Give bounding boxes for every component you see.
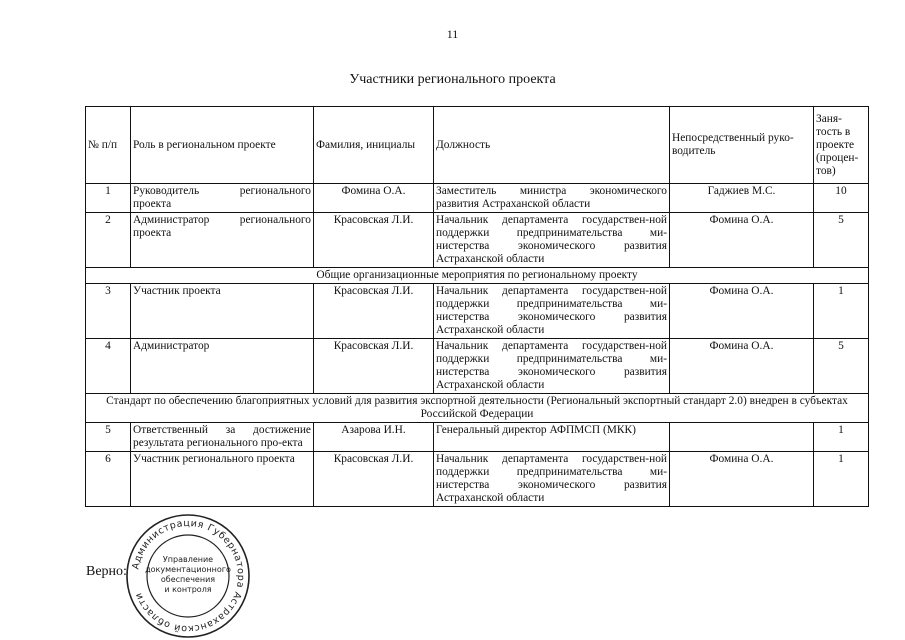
section-row	[86, 394, 869, 423]
participants-table	[85, 106, 869, 507]
col-header-name: Фамилия, инициалы	[314, 107, 434, 184]
table-row	[86, 452, 869, 507]
cell-supervisor: Фомина О.А.	[670, 452, 814, 507]
stamp-line: Управление	[162, 555, 214, 564]
stamp-graphic	[124, 512, 252, 640]
cell-num: 3	[86, 284, 131, 339]
stamp-outer-text: Администрация Губернатора Астраханской области	[130, 517, 247, 635]
cell-position: Заместитель министра экономического развития Астраханской области	[434, 184, 670, 213]
cell-name: Красовская Л.И.	[314, 284, 434, 339]
table-row	[86, 184, 869, 213]
table-header-row	[86, 107, 869, 184]
cell-load: 5	[814, 339, 869, 394]
cell-role: Руководитель регионального проекта	[131, 184, 314, 213]
section-row	[86, 268, 869, 284]
cell-role: Участник проекта	[131, 284, 314, 339]
cell-position: Начальник департамента государствен-ной поддержки предпринимательства ми-нистерства экономического развития Астраханской области	[434, 213, 670, 268]
col-header-num: № п/п	[86, 107, 131, 184]
page-number: 11	[446, 27, 459, 41]
section-heading-general: Общие организационные мероприятия по региональному проекту	[86, 268, 869, 284]
table-row	[86, 339, 869, 394]
col-header-role: Роль в региональном проекте	[131, 107, 314, 184]
col-header-supervisor: Непосредственный руко-водитель	[670, 107, 814, 184]
cell-load: 5	[814, 213, 869, 268]
cell-supervisor: Фомина О.А.	[670, 339, 814, 394]
cell-load: 1	[814, 452, 869, 507]
cell-load: 10	[814, 184, 869, 213]
cell-role: Ответственный за достижение результата регионального про-екта	[131, 423, 314, 452]
cell-position: Генеральный директор АФПМСП (МКК)	[434, 423, 670, 452]
cell-num: 6	[86, 452, 131, 507]
cell-supervisor: Гаджиев М.С.	[670, 184, 814, 213]
official-stamp	[124, 512, 252, 640]
cell-supervisor: Фомина О.А.	[670, 213, 814, 268]
cell-load: 1	[814, 423, 869, 452]
cell-role: Администратор	[131, 339, 314, 394]
cell-name: Красовская Л.И.	[314, 213, 434, 268]
stamp-line: и контроля	[164, 585, 212, 594]
cell-num: 4	[86, 339, 131, 394]
cell-position: Начальник департамента государствен-ной поддержки предпринимательства ми-нистерства экономического развития Астраханской области	[434, 339, 670, 394]
cell-name: Азарова И.Н.	[314, 423, 434, 452]
col-header-load: Заня-тость в проекте (процен-тов)	[814, 107, 869, 184]
section-heading-export-standard: Стандарт по обеспечению благоприятных условий для развития экспортной деятельности (Региональный экспортный стандарт 2.0) внедрен в субъектах Российской Федерации	[86, 394, 869, 423]
certification-text: Верно:	[86, 564, 127, 579]
cell-num: 5	[86, 423, 131, 452]
cell-num: 2	[86, 213, 131, 268]
cell-name: Фомина О.А.	[314, 184, 434, 213]
cell-role: Участник регионального проекта	[131, 452, 314, 507]
stamp-line: обеспечения	[160, 575, 216, 584]
cell-role: Администратор регионального проекта	[131, 213, 314, 268]
col-header-position: Должность	[434, 107, 670, 184]
stamp-line: документационного	[145, 565, 231, 574]
document-title: Участники регионального проекта	[349, 72, 556, 87]
cell-num: 1	[86, 184, 131, 213]
cell-position: Начальник департамента государствен-ной поддержки предпринимательства ми-нистерства экономического развития Астраханской области	[434, 452, 670, 507]
table-row	[86, 213, 869, 268]
cell-name: Красовская Л.И.	[314, 452, 434, 507]
table-row	[86, 284, 869, 339]
table-row	[86, 423, 869, 452]
cell-name: Красовская Л.И.	[314, 339, 434, 394]
cell-supervisor: Фомина О.А.	[670, 284, 814, 339]
cell-supervisor	[670, 423, 814, 452]
cell-load: 1	[814, 284, 869, 339]
cell-position: Начальник департамента государствен-ной поддержки предпринимательства ми-нистерства экономического развития Астраханской области	[434, 284, 670, 339]
